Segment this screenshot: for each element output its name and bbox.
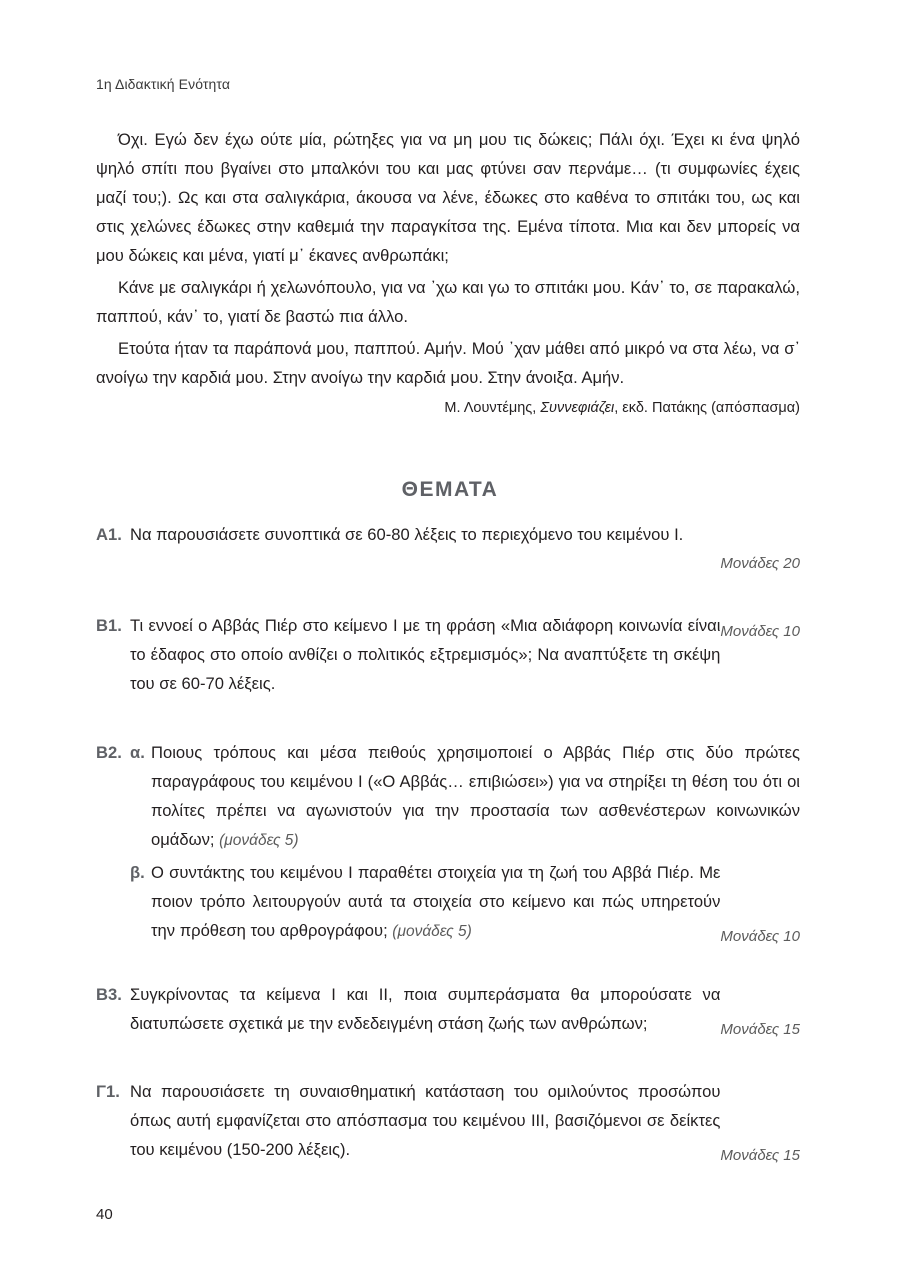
question-label: Β2.: [96, 743, 122, 762]
question-label: Α1.: [96, 525, 122, 544]
literary-passage: [96, 125, 800, 395]
question-marks: Μονάδες 20: [720, 555, 800, 572]
question-text: Να παρουσιάσετε συνοπτικά σε 60-80 λέξεις το περιεχόμενο του κειμένου Ι.: [130, 525, 684, 544]
running-header: 1η Διδακτική Ενότητα: [96, 76, 231, 92]
passage-paragraph-2: Κάνε με σαλιγκάρι ή χελωνόπουλο, για να ᾿χω και γω το σπιτάκι μου. Κάν᾿ το, σε παρακαλώ, παππού, κάν᾿ το, γιατί δε βαστώ πια άλλο.: [96, 278, 800, 326]
source-publisher: , εκδ. Πατάκης (απόσπασμα): [614, 400, 800, 416]
question-text: Συγκρίνοντας τα κείμενα Ι και ΙΙ, ποια συμπεράσματα θα μπορούσατε να διατυπώσετε σχετικά με την ενδεδειγμένη στάση ζωής των ανθρώπων;: [130, 985, 721, 1033]
question-marks: Μονάδες 15: [720, 1021, 800, 1038]
subquestion-label: α.: [130, 743, 145, 762]
question-b3: [96, 980, 800, 1044]
question-label: Γ1.: [96, 1082, 120, 1101]
question-text: Να παρουσιάσετε τη συναισθηματική κατάσταση του ομιλούντος προσώπου όπως αυτή εμφανίζεται στο απόσπασμα του κειμένου ΙΙΙ, βασιζόμενοι σε δείκτες του κειμένου (150-200 λέξεις).: [130, 1082, 721, 1159]
question-body: [130, 611, 800, 698]
subquestion-text: Ποιους τρόπους και μέσα πειθούς χρησιμοποιεί ο Αββάς Πιέρ στις δύο πρώτες παραγράφους του κειμένου Ι («Ο Αββάς… επιβιώσει») για να στηρίξει τη θέση του ότι οι πολίτες πρέπει να αγωνιστούν για την προστασία των ασθενέστερων κοινωνικών ομάδων;: [151, 743, 800, 849]
subquestion-body: [151, 738, 800, 855]
question-b2: [96, 738, 800, 951]
question-a1: [96, 520, 800, 578]
subquestion-text: Ο συντάκτης του κειμένου Ι παραθέτει στοιχεία για τη ζωή του Αββά Πιέρ. Με ποιον τρόπο λειτουργούν αυτά τα στοιχεία στο κείμενο και πώς υπηρετούν την πρόθεση του αρθρογράφου;: [151, 863, 721, 940]
passage-paragraph-1: Όχι. Εγώ δεν έχω ούτε μία, ρώτηξες για να μη μου τις δώκεις; Πάλι όχι. Έχει κι ένα ψηλό ψηλό σπίτι που βγαίνει στο μπαλκόνι του και μας φτύνει σαν περνάμε… (τι συμφωνίες έχεις μαζί του;). Ως και στα σαλιγκάρια, άκουσα να λένε, έδωκες στο καθένα το σπιτάκι του, ως και στις χελώνες έδωκες στην καθεμιά την παραγκίτσα της. Εμένα τίποτα. Μια και δεν μπορείς να μου δώκεις και μένα, γιατί μ᾿ έκανες ανθρωπάκι;: [96, 130, 800, 265]
section-title: ΘΕΜΑΤΑ: [401, 478, 499, 501]
question-marks: Μονάδες 10: [720, 623, 800, 640]
subquestion-a: [130, 738, 800, 855]
passage-source: [444, 400, 800, 416]
subquestion-marks: (μονάδες 5): [392, 923, 472, 940]
question-text: Τι εννοεί ο Αββάς Πιέρ στο κείμενο Ι με τη φράση «Μια αδιάφορη κοινωνία είναι το έδαφος στο οποίο ανθίζει ο πολιτικός εξτρεμισμός»; Να αναπτύξετε τη σκέψη του σε 60-70 λέξεις.: [130, 616, 721, 693]
question-body: [130, 980, 800, 1038]
question-g1: [96, 1077, 800, 1170]
question-marks: Μονάδες 10: [720, 928, 800, 945]
source-author: Μ. Λουντέμης,: [444, 400, 541, 416]
subquestion-marks: (μονάδες 5): [219, 832, 299, 849]
question-marks: Μονάδες 15: [720, 1147, 800, 1164]
page-number: 40: [96, 1206, 113, 1223]
subquestion-b: [130, 858, 800, 946]
question-label: Β1.: [96, 616, 122, 635]
source-title: Συννεφιάζει: [540, 400, 615, 416]
question-label: Β3.: [96, 985, 122, 1004]
subquestion-label: β.: [130, 863, 145, 882]
question-body: [130, 1077, 800, 1164]
subquestion-body: [151, 858, 800, 946]
passage-paragraph-3: Ετούτα ήταν τα παράπονά μου, παππού. Αμήν. Μού ᾿χαν μάθει από μικρό να στα λέω, να σ᾿ ανοίγω την καρδιά μου. Στην ανοίγω την καρδιά μου. Στην άνοιξα. Αμήν.: [96, 339, 800, 387]
question-b1: [96, 611, 800, 698]
